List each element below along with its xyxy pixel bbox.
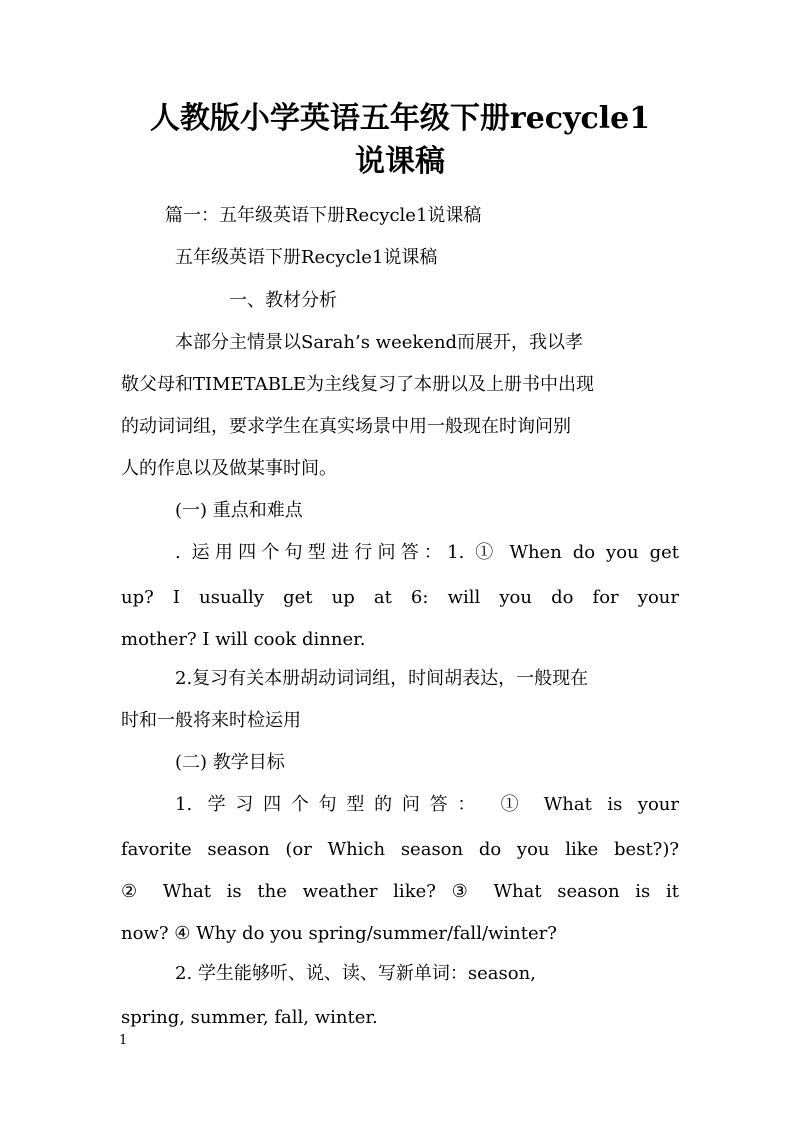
subtitle-line: 五年级英语下册Recycle1说课稿	[175, 247, 438, 268]
body-line: favorite season (or Which season do you like best?)?	[121, 839, 679, 860]
document-title-line-2: 说课稿	[355, 144, 445, 179]
body-line: 2. 学生能够听、说、读、写新单词：season,	[175, 963, 536, 984]
section-heading-analysis: 一、教材分析	[229, 290, 337, 311]
body-line: 2.复习有关本册胡动词词组，时间胡表达，一般现在	[175, 668, 589, 689]
body-line: up? I usually get up at 6: will you do for your	[121, 587, 679, 608]
body-line: 本部分主情景以Sarah’s weekend而展开，我以孝	[175, 332, 584, 353]
body-line: 1. 学习四个句型的问答： ① What is your	[175, 794, 679, 815]
body-line: 时和一般将来时检运用	[121, 710, 301, 731]
body-line: . 运用四个句型进行问答：1. ① When do you get	[175, 542, 679, 563]
section-heading-part-one: 篇一：五年级英语下册Recycle1说课稿	[165, 205, 482, 226]
subsection-heading-goals: (二) 教学目标	[175, 752, 285, 773]
page-number: 1	[119, 1033, 128, 1048]
body-line: spring, summer, fall, winter.	[121, 1007, 378, 1028]
body-line: now? ④ Why do you spring/summer/fall/winter?	[121, 923, 557, 944]
document-title-line-1: 人教版小学英语五年级下册recycle1	[149, 101, 651, 136]
body-line: 的动词词组，要求学生在真实场景中用一般现在时询问别	[121, 416, 571, 437]
subsection-heading-key-points: (一) 重点和难点	[175, 500, 303, 521]
body-line: 敬父母和TIMETABLE为主线复习了本册以及上册书中出现	[121, 374, 595, 395]
body-line: mother? I will cook dinner.	[121, 629, 366, 650]
body-line: ② What is the weather like? ③ What season is it	[121, 881, 679, 902]
body-line: 人的作息以及做某事时间。	[121, 458, 337, 479]
